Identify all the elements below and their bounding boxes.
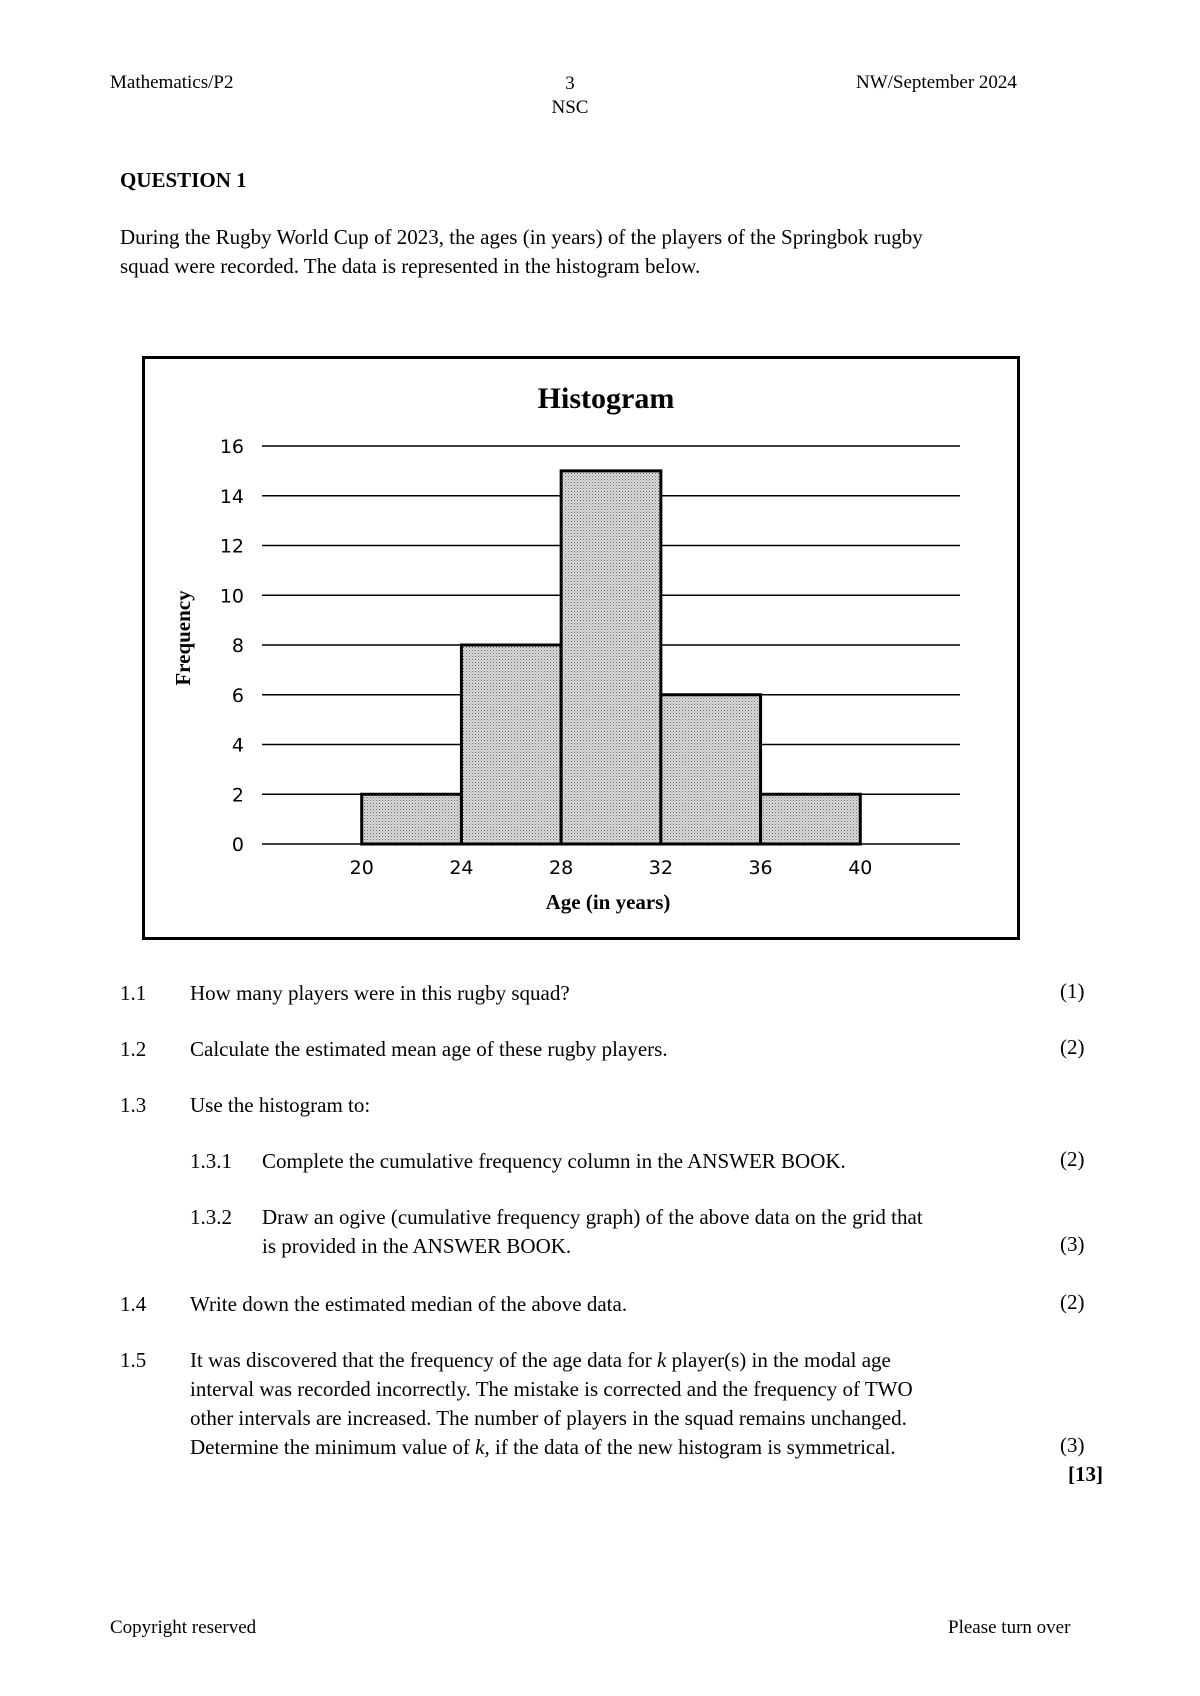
histogram-bar-36-40 bbox=[761, 794, 861, 844]
footer-turn-over: Please turn over bbox=[948, 1617, 1071, 1638]
item-number: 1.4 bbox=[120, 1292, 147, 1316]
item-1-5-line-2: interval was recorded incorrectly. The mistake is corrected and the frequency of TWO bbox=[190, 1377, 913, 1401]
item-1-4-text: Write down the estimated median of the above data. bbox=[190, 1292, 628, 1316]
header-exam-date: NW/September 2024 bbox=[856, 72, 1017, 93]
y-tick-label: 10 bbox=[219, 585, 244, 608]
histogram-bar-32-36 bbox=[661, 695, 761, 844]
variable-k: k, bbox=[475, 1435, 490, 1459]
y-tick-label: 14 bbox=[219, 485, 244, 508]
y-tick-label: 0 bbox=[231, 834, 244, 856]
x-tick-label: 24 bbox=[449, 857, 474, 879]
item-number: 1.5 bbox=[120, 1348, 147, 1372]
item-1-5-line-3: other intervals are increased. The number of players in the squad remains unchanged. bbox=[190, 1406, 907, 1430]
y-tick-label: 6 bbox=[231, 684, 244, 707]
item-1-2-text: Calculate the estimated mean age of these rugby players. bbox=[190, 1037, 668, 1061]
x-tick-label: 32 bbox=[648, 857, 673, 879]
y-tick-label: 12 bbox=[219, 535, 244, 558]
item-number: 1.3 bbox=[120, 1093, 147, 1117]
x-tick-label: 28 bbox=[549, 857, 574, 879]
x-tick-label: 40 bbox=[848, 857, 873, 879]
question-total-marks: [13] bbox=[1068, 1462, 1103, 1486]
y-tick-label: 8 bbox=[231, 635, 244, 657]
item-1-3-2-marks: (3) bbox=[1060, 1232, 1085, 1256]
y-tick-label: 16 bbox=[219, 436, 244, 458]
chart-x-axis-label: Age (in years) bbox=[545, 890, 671, 914]
item-1-3-text: Use the histogram to: bbox=[190, 1093, 371, 1117]
item-1-3-1-marks: (2) bbox=[1060, 1147, 1085, 1171]
histogram-bar-28-32 bbox=[561, 471, 661, 844]
item-1-1-marks: (1) bbox=[1060, 979, 1085, 1003]
footer-copyright: Copyright reserved bbox=[110, 1617, 257, 1638]
item-1-1-text: How many players were in this rugby squad? bbox=[190, 981, 570, 1005]
item-1-3-1-text: Complete the cumulative frequency column in the ANSWER BOOK. bbox=[262, 1149, 846, 1173]
header-nsc: NSC bbox=[551, 97, 589, 118]
question-intro bbox=[120, 223, 1060, 281]
item-1-3-1-number: 1.3.1 bbox=[190, 1149, 232, 1173]
y-tick-label: 4 bbox=[231, 734, 244, 757]
item-1-3-2-text bbox=[262, 1203, 1052, 1261]
chart-title: Histogram bbox=[537, 382, 675, 415]
header-page-number-block bbox=[520, 72, 620, 120]
histogram-bar-24-28 bbox=[461, 645, 561, 844]
item-1-4-marks: (2) bbox=[1060, 1290, 1085, 1314]
item-1-5-line-1-a: It was discovered that the frequency of the age data for bbox=[190, 1348, 658, 1372]
intro-line-1: During the Rugby World Cup of 2023, the ages (in years) of the players of the Springbok rugby bbox=[120, 225, 923, 249]
variable-k: k bbox=[657, 1348, 667, 1372]
item-1-5-line-1-b: player(s) in the modal age bbox=[666, 1348, 891, 1372]
item-1-5-marks: (3) bbox=[1060, 1433, 1085, 1457]
item-1-2-marks: (2) bbox=[1060, 1035, 1085, 1059]
item-1-5-text bbox=[190, 1346, 1050, 1462]
question-title: QUESTION 1 bbox=[120, 168, 247, 192]
x-tick-label: 36 bbox=[748, 857, 773, 879]
histogram-svg bbox=[142, 356, 1020, 940]
histogram-bar-20-24 bbox=[362, 794, 462, 844]
chart-y-axis-label: Frequency bbox=[171, 590, 195, 686]
item-1-5-line-4-b: if the data of the new histogram is symmetrical. bbox=[489, 1435, 896, 1459]
item-1-3-2-line-2: is provided in the ANSWER BOOK. bbox=[262, 1234, 572, 1258]
item-1-5-line-4 bbox=[190, 1433, 1050, 1462]
header-subject: Mathematics/P2 bbox=[110, 72, 234, 93]
histogram-chart bbox=[142, 356, 1020, 940]
y-tick-label: 2 bbox=[231, 784, 244, 807]
item-1-3-2-number: 1.3.2 bbox=[190, 1205, 232, 1229]
header-page-number: 3 bbox=[565, 73, 575, 94]
item-1-3-2-line-1: Draw an ogive (cumulative frequency graph) of the above data on the grid that bbox=[262, 1205, 923, 1229]
item-number: 1.1 bbox=[120, 981, 147, 1005]
x-tick-label: 20 bbox=[349, 857, 374, 879]
item-1-5-line-4-a: Determine the minimum value of bbox=[190, 1435, 476, 1459]
intro-line-2: squad were recorded. The data is represented in the histogram below. bbox=[120, 254, 701, 278]
item-number: 1.2 bbox=[120, 1037, 147, 1061]
item-1-5-line-1 bbox=[190, 1346, 1050, 1375]
